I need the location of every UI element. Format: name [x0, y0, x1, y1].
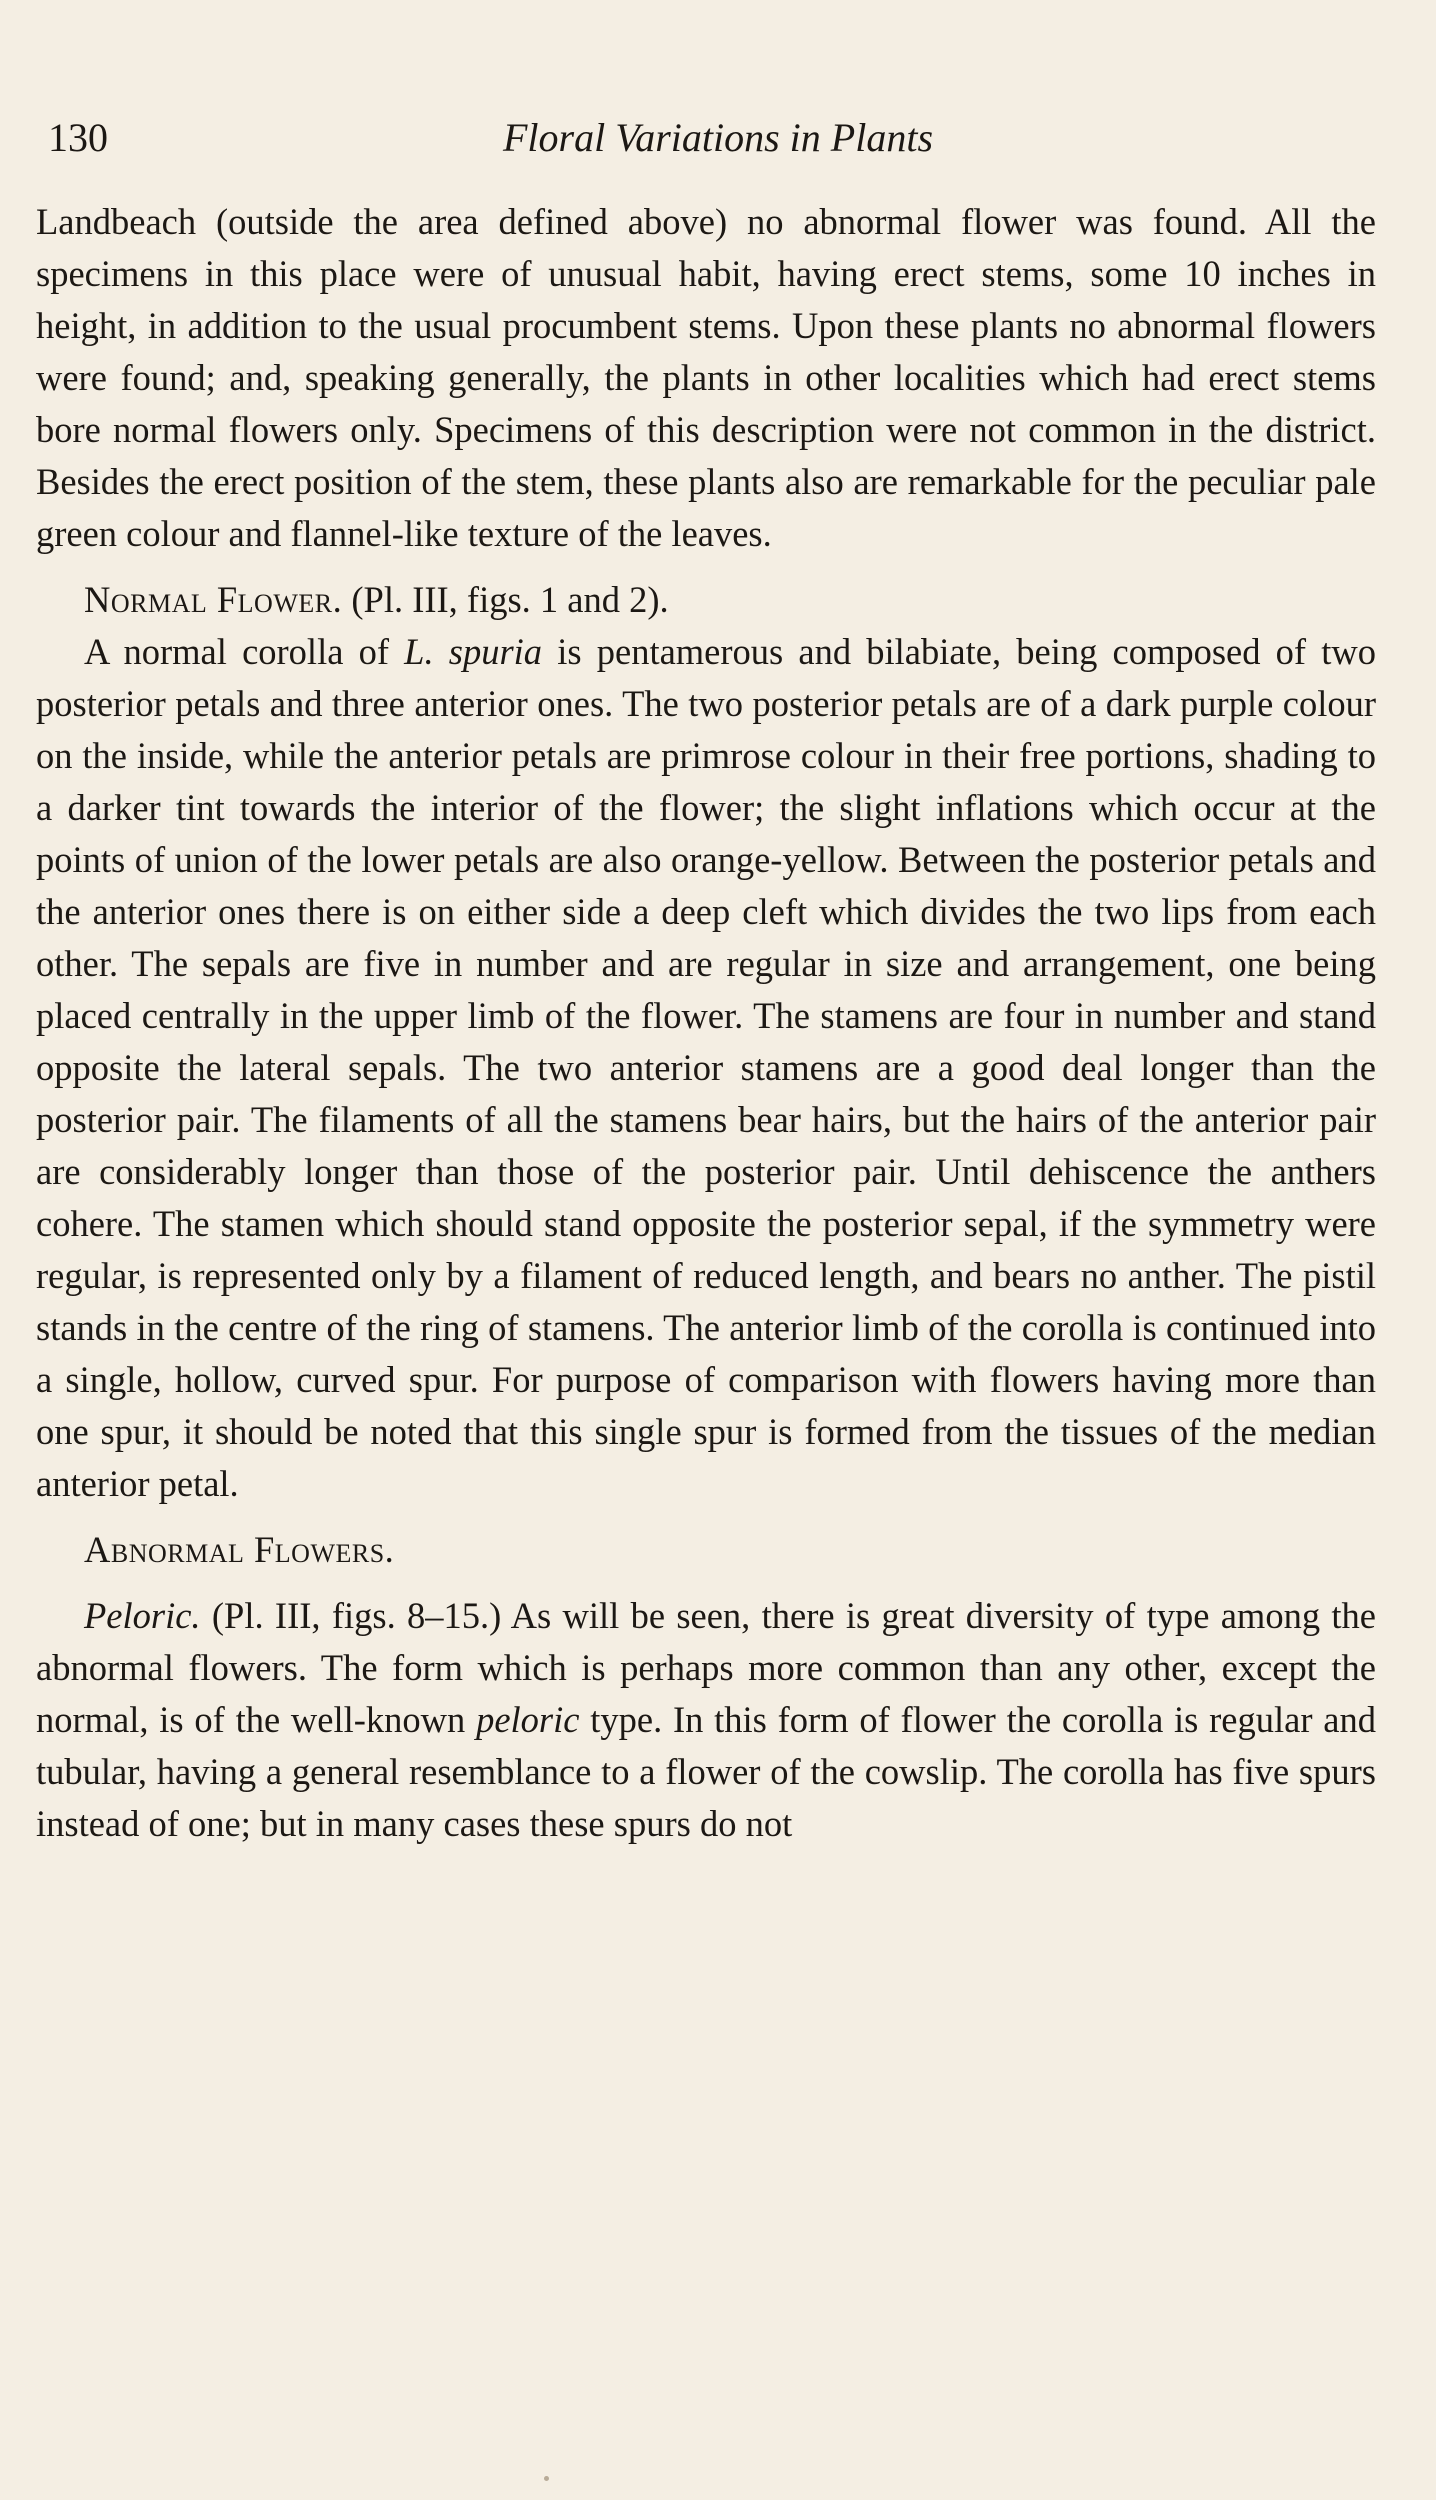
paragraph-landbeach: Landbeach (outside the area defined above) no abnormal flower was found. All the specimens in this place were of unusual habit, having erect stems, some 10 inches in height, in addition to the usual procumbent stems. Upon these plants no abnormal flowers were found; and, speaking generally, the plants in other localities which had erect stems bore normal flowers only. Specimens of this description were not common in the district. Besides the erect position of the stem, these plants also are remarkable for the peculiar pale green colour and flannel-like texture of the leaves. — [36, 201, 1376, 554]
peloric-lead: Peloric. — [84, 1595, 201, 1636]
book-page — [36, 0, 1400, 2500]
page-number: 130 — [48, 115, 108, 160]
peloric-term: peloric — [476, 1699, 580, 1740]
paragraph-normal-corolla-body: is pentamerous and bilabiate, being composed of two posterior petals and three anterior ones. The two posterior petals are of a dark purple colour on the inside, while the anterior petals are primrose colour in their free portions, shading to a darker tint towards the interior of the flower; the slight inflations which occur at the points of union of the lower petals are also orange-yellow. Between the posterior petals and the anterior ones there is on either side a deep cleft which divides the two lips from each other. The sepals are five in number and are regular in size and arrangement, one being placed centrally in the upper limb of the flower. The stamens are four in number and stand opposite the lateral sepals. The two anterior stamens are a good deal longer than the posterior pair. The filaments of all the stamens bear hairs, but the hairs of the anterior pair are considerably longer than those of the posterior pair. Until dehiscence the anthers cohere. The stamen which should stand opposite the posterior sepal, if the symmetry were regular, is represented only by a filament of reduced length, and bears no anther. The pistil stands in the centre of the ring of stamens. The anterior limb of the corolla is continued into a single, hollow, curved spur. For purpose of comparison with flowers having more than one spur, it should be noted that this single spur is formed from the tissues of the median anterior petal. — [36, 631, 1376, 1504]
heading-normal-flower-label: Normal Flower. — [84, 579, 343, 620]
heading-normal-flower-ref: (Pl. III, figs. 1 and 2). — [342, 579, 669, 620]
running-title: Floral Variations in Plants — [502, 115, 934, 160]
paper-speck — [544, 2476, 549, 2481]
paragraph-normal-corolla — [36, 626, 1376, 1510]
paragraph-peloric — [36, 1590, 1376, 1850]
running-head — [48, 108, 1388, 168]
paragraph-normal-corolla-start: A normal corolla of — [84, 631, 405, 672]
paragraph-peloric-text-1: (Pl. III, figs. 8–15.) As will be seen, there is great diversity of type among the abnormal flowers. The form which is perhaps more common than any other, except the normal, is of the well-known — [36, 1595, 1376, 1740]
paragraph-peloric-text-2: type. In this form of flower the corolla is regular and tubular, having a general resemblance to a flower of the cowslip. The corolla has five spurs instead of one; but in many cases these spurs do not — [36, 1699, 1376, 1844]
body-text — [36, 196, 1376, 1850]
heading-normal-flower — [36, 574, 1376, 626]
heading-abnormal-flowers: Abnormal Flowers. — [84, 1529, 395, 1570]
species-name: L. spuria — [404, 631, 543, 672]
